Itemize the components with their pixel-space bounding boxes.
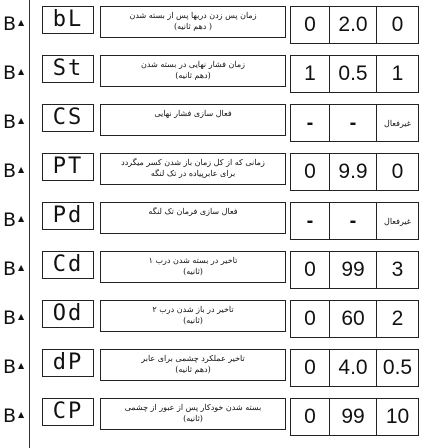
up-arrow-icon: ▲ [18, 67, 25, 76]
default-value: 0.5 [376, 350, 418, 386]
max-value: 4.0 [329, 350, 376, 386]
value-cells [290, 55, 419, 93]
parameter-code: bL [42, 6, 94, 34]
up-arrow-icon: ▲ [18, 263, 25, 272]
value-cells [290, 300, 419, 338]
description-unit: (ثانیه) [183, 414, 203, 423]
up-arrow-icon: ▲ [18, 18, 25, 27]
description-line: زمان فشار نهایی در بسته شدن [141, 60, 245, 69]
parameter-description [100, 6, 286, 38]
description-line: بسته شدن خودکار پس از عبور از چشمی [124, 403, 262, 412]
parameter-description [100, 251, 286, 283]
parameter-code: Od [42, 300, 94, 328]
default-value: غیرفعال [376, 105, 418, 141]
default-value: 10 [376, 399, 418, 435]
value-cells [290, 398, 419, 436]
min-value: 0 [304, 13, 316, 36]
default-value: غیرفعال [376, 203, 418, 239]
parameter-description [100, 349, 286, 381]
max-value: 60 [329, 301, 376, 337]
default-value: 3 [376, 252, 418, 288]
table-row [0, 2, 425, 46]
default-value: 1 [376, 56, 418, 92]
side-label: B [3, 13, 17, 35]
min-value: - [306, 209, 314, 232]
table-row [0, 149, 425, 193]
description-unit: (ثانیه) [183, 267, 203, 276]
description-line: فعال سازی فرمان تک لنگه [148, 207, 238, 216]
max-value: - [329, 105, 376, 141]
description-line: زمانی که از کل زمان باز شدن کسر میگردد [121, 158, 265, 167]
table-row [0, 296, 425, 340]
side-label: B [3, 405, 17, 427]
parameter-description [100, 104, 286, 136]
side-label: B [3, 209, 17, 231]
value-cells [290, 251, 419, 289]
value-cells [290, 202, 419, 240]
description-line: فعال سازی فشار نهایی [154, 109, 232, 118]
description-unit: برای عابرپیاده در تک لنگه [150, 169, 236, 178]
table-row [0, 394, 425, 438]
value-cells [290, 104, 419, 142]
side-label: B [3, 307, 17, 329]
parameter-description [100, 55, 286, 87]
up-arrow-icon: ▲ [18, 312, 25, 321]
description-unit: (دهم ثانیه) [175, 71, 211, 80]
table-row [0, 345, 425, 389]
max-value: - [329, 203, 376, 239]
table-row [0, 247, 425, 291]
table-row [0, 198, 425, 242]
max-value: 99 [329, 399, 376, 435]
value-cells [290, 153, 419, 191]
description-line: تاخیر در باز شدن درب ۲ [152, 305, 234, 314]
up-arrow-icon: ▲ [18, 165, 25, 174]
parameter-code: Pd [42, 202, 94, 230]
default-value: 2 [376, 301, 418, 337]
min-value: 0 [304, 258, 316, 281]
side-label: B [3, 111, 17, 133]
up-arrow-icon: ▲ [18, 361, 25, 370]
parameter-code: CP [42, 398, 94, 426]
min-value: 0 [304, 356, 316, 379]
min-value: 0 [304, 160, 316, 183]
description-line: تاخیر عملکرد چشمی برای عابر [141, 354, 245, 363]
min-value: 0 [304, 405, 316, 428]
parameter-description [100, 153, 286, 185]
side-label: B [3, 160, 17, 182]
up-arrow-icon: ▲ [18, 410, 25, 419]
max-value: 9.9 [329, 154, 376, 190]
side-label: B [3, 356, 17, 378]
description-unit: ( دهم ثانیه) [173, 22, 213, 31]
table-row [0, 100, 425, 144]
max-value: 2.0 [329, 7, 376, 43]
default-value: 0 [376, 154, 418, 190]
parameter-code: Cd [42, 251, 94, 279]
min-value: 1 [304, 62, 316, 85]
max-value: 0.5 [329, 56, 376, 92]
description-line: زمان پس زدن دربها پس از بسته شدن [129, 11, 257, 20]
side-label: B [3, 258, 17, 280]
description-unit: (ثانیه) [183, 316, 203, 325]
value-cells [290, 349, 419, 387]
table-row [0, 51, 425, 95]
parameter-code: dP [42, 349, 94, 377]
min-value: 0 [304, 307, 316, 330]
description-unit: (دهم ثانیه) [175, 365, 211, 374]
min-value: - [306, 111, 314, 134]
up-arrow-icon: ▲ [18, 116, 25, 125]
parameter-description [100, 300, 286, 332]
description-line: تاخیر در بسته شدن درب ۱ [148, 256, 238, 265]
max-value: 99 [329, 252, 376, 288]
parameter-code: CS [42, 104, 94, 132]
parameter-description [100, 398, 286, 430]
parameter-code: PT [42, 153, 94, 181]
default-value: 0 [376, 7, 418, 43]
up-arrow-icon: ▲ [18, 214, 25, 223]
value-cells [290, 6, 419, 44]
side-label: B [3, 62, 17, 84]
parameter-code: St [42, 55, 94, 83]
parameter-description [100, 202, 286, 234]
